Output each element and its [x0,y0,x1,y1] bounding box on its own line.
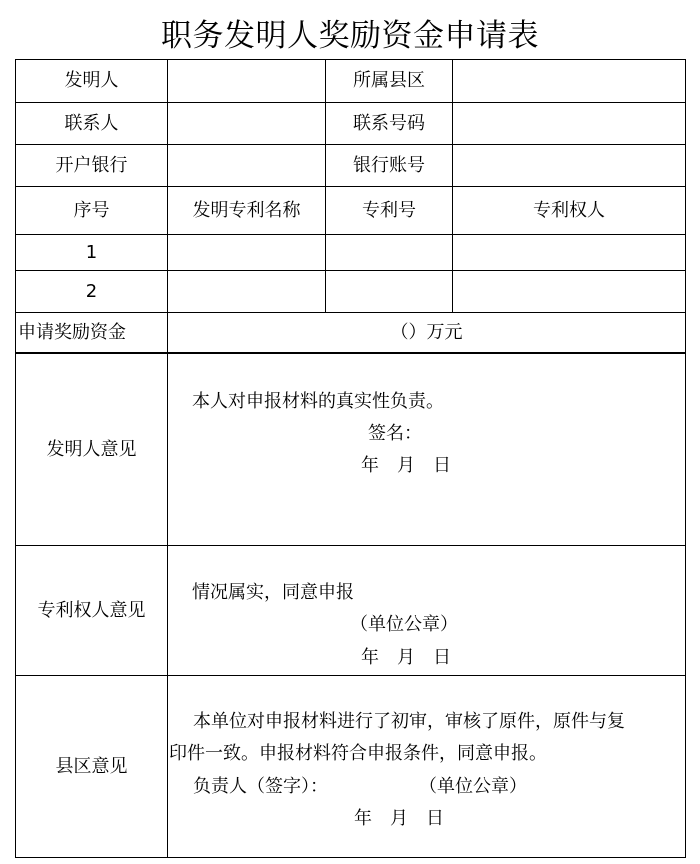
funding-value[interactable]: （）万元 [390,321,463,343]
patent-name-cell[interactable] [168,271,325,312]
holder-seal-label: （单位公章） [350,614,458,635]
inventor-opinion-statement: 本人对申报材料的真实性负责。 [192,391,444,412]
patent-row-no: 1 [85,241,98,263]
patent-number-cell[interactable] [326,235,452,270]
inventor-label: 发明人 [64,70,119,91]
phone-field[interactable] [453,103,685,144]
patent-name-cell[interactable] [168,235,325,270]
bank-field[interactable] [168,145,325,186]
county-seal-label: （单位公章） [419,776,527,797]
responsible-signature-label: 负责人（签字）： [193,776,328,797]
form-title: 职务发明人奖励资金申请表 [161,18,539,54]
inventor-opinion-date: 年 月 日 [361,455,451,476]
contact-label: 联系人 [64,112,119,134]
holder-opinion-date: 年 月 日 [361,647,451,668]
account-field[interactable] [453,145,685,186]
funding-label: 申请奖励资金 [18,321,126,343]
patent-holder-cell[interactable] [453,271,685,312]
holder-opinion-label: 专利权人意见 [37,599,146,621]
patent-row-no: 2 [85,280,98,302]
county-opinion-statement-line1: 本单位对申报材料进行了初审，审核了原件，原件与复 [193,711,625,732]
county-field[interactable] [453,60,685,102]
inventor-opinion-label: 发明人意见 [46,438,137,460]
inventor-field[interactable] [168,60,325,102]
column-header-no: 序号 [73,199,110,221]
county-label: 所属县区 [353,70,425,91]
holder-opinion-statement: 情况属实，同意申报 [192,582,354,603]
bank-label: 开户银行 [55,154,128,176]
patent-number-cell[interactable] [326,271,452,312]
county-opinion-statement-line2: 印件一致。申报材料符合申报条件，同意申报。 [169,743,547,764]
column-header-patent-number: 专利号 [362,199,416,221]
inventor-signature-label: 签名： [368,423,422,444]
county-opinion-date: 年 月 日 [354,808,444,829]
patent-holder-cell[interactable] [453,235,685,270]
account-label: 银行账号 [353,154,425,176]
contact-field[interactable] [168,103,325,144]
application-form [15,59,686,858]
phone-label: 联系号码 [353,112,425,134]
county-opinion-label: 县区意见 [55,755,128,777]
column-header-patent-name: 发明专利名称 [192,199,301,221]
column-header-patent-holder: 专利权人 [533,199,605,221]
